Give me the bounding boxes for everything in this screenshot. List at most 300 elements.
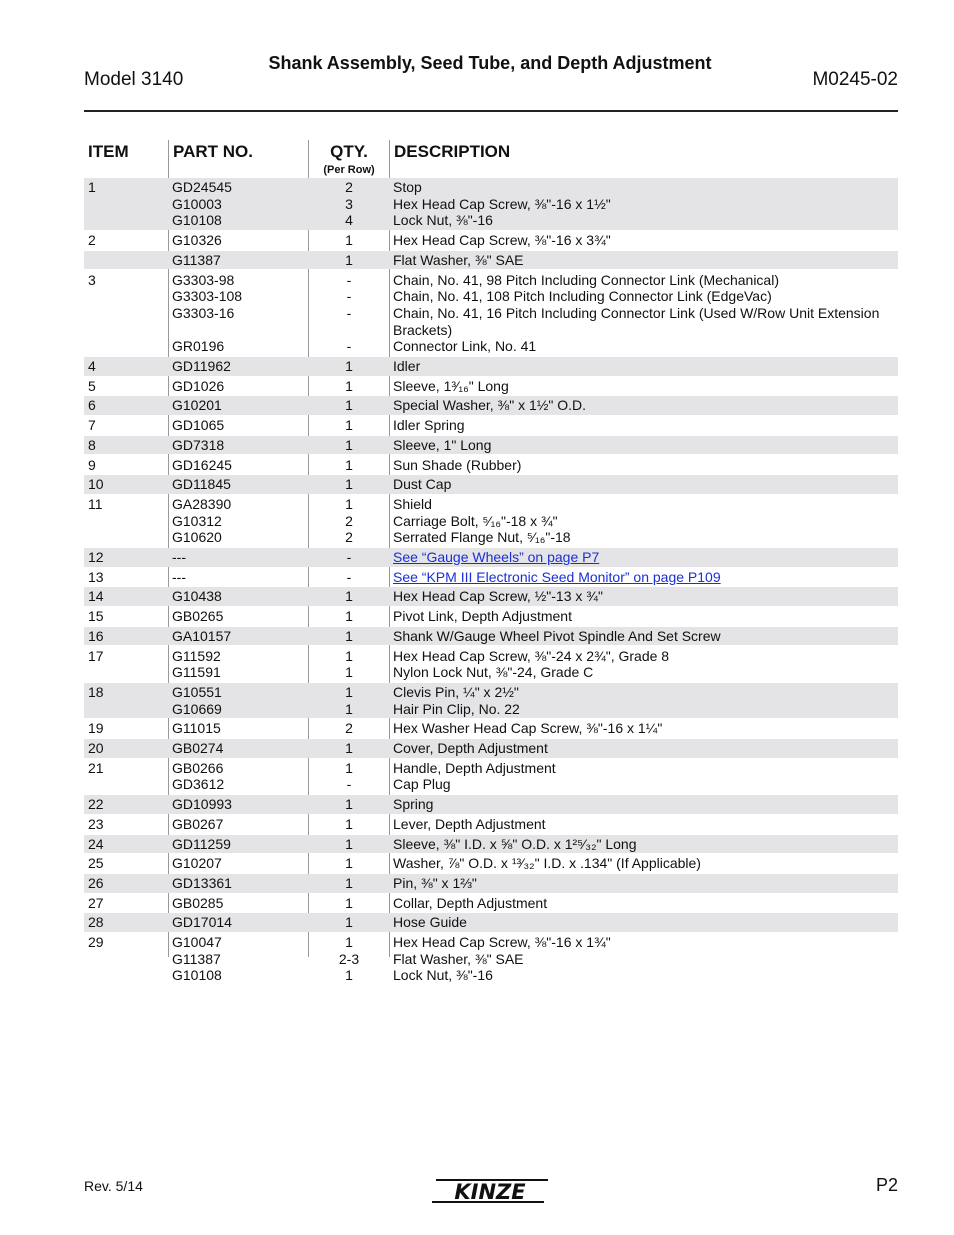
description-line: Connector Link, No. 41 bbox=[393, 338, 537, 355]
item-number: 18 bbox=[88, 683, 104, 700]
table-row bbox=[84, 568, 898, 587]
description-line: Chain, No. 41, 16 Pitch Including Connector Link (Used W/Row Unit Extension bbox=[393, 304, 880, 321]
description-line: Pivot Link, Depth Adjustment bbox=[393, 608, 572, 625]
quantity: 1 bbox=[345, 934, 353, 950]
table-row bbox=[84, 178, 898, 230]
description-line: Idler Spring bbox=[393, 417, 465, 434]
description-line: Hex Head Cap Screw, ⅜"-16 x 1½" bbox=[393, 195, 611, 212]
table-row bbox=[84, 719, 898, 738]
part-no-cell bbox=[172, 648, 306, 681]
table-row bbox=[84, 739, 898, 758]
part-no-cell bbox=[172, 608, 306, 625]
quantity: 1 bbox=[345, 377, 353, 394]
description-line: Chain, No. 41, 98 Pitch Including Connector Link (Mechanical) bbox=[393, 271, 779, 288]
item-cell bbox=[88, 272, 166, 289]
quantity: 1 bbox=[345, 358, 353, 374]
part-no-cell bbox=[172, 875, 306, 892]
qty-cell bbox=[308, 378, 390, 395]
quantity: 1 bbox=[345, 647, 353, 664]
part-number: GD11259 bbox=[172, 835, 231, 852]
part-no-cell bbox=[172, 855, 306, 872]
item-number: 8 bbox=[88, 436, 96, 453]
item-cell bbox=[88, 232, 166, 249]
description-line: Spring bbox=[393, 796, 434, 813]
part-number: --- bbox=[172, 549, 186, 565]
item-cell bbox=[88, 549, 166, 566]
part-no-cell bbox=[172, 549, 306, 566]
quantity bbox=[308, 322, 390, 339]
table-row bbox=[84, 815, 898, 834]
part-number: GD11845 bbox=[172, 476, 231, 493]
description-cell bbox=[393, 417, 898, 434]
part-no-cell bbox=[172, 417, 306, 434]
part-number: G11592 bbox=[172, 647, 221, 664]
item-cell bbox=[88, 720, 166, 737]
item-cell bbox=[88, 796, 166, 813]
part-no-cell bbox=[172, 179, 306, 229]
quantity: - bbox=[346, 549, 352, 565]
item-number: 11 bbox=[88, 495, 103, 512]
description-line: Handle, Depth Adjustment bbox=[393, 759, 556, 776]
table-row bbox=[84, 913, 898, 932]
item-number: 4 bbox=[88, 358, 96, 374]
item-number: 22 bbox=[88, 796, 104, 813]
part-number: G10620 bbox=[172, 529, 222, 546]
table-row bbox=[84, 436, 898, 455]
part-number: G10438 bbox=[172, 588, 222, 605]
item-number: 23 bbox=[88, 815, 104, 832]
description-cell bbox=[393, 628, 898, 645]
part-number: GB0266 bbox=[172, 759, 224, 776]
part-no-cell bbox=[172, 496, 306, 546]
part-number: G10207 bbox=[172, 855, 222, 872]
table-row bbox=[84, 231, 898, 250]
item-cell bbox=[88, 855, 166, 872]
description-line: Cap Plug bbox=[393, 776, 451, 793]
qty-cell bbox=[308, 855, 390, 872]
page-number: P2 bbox=[875, 1175, 898, 1195]
table-row bbox=[84, 587, 898, 606]
item-cell bbox=[88, 684, 166, 701]
item-number: 19 bbox=[88, 720, 104, 737]
qty-cell bbox=[308, 569, 390, 586]
part-number: GR0196 bbox=[172, 338, 225, 355]
cross-reference-link[interactable]: See “Gauge Wheels” on page P7 bbox=[393, 549, 600, 565]
qty-cell bbox=[308, 836, 390, 853]
item-number: 15 bbox=[88, 608, 104, 625]
qty-cell bbox=[308, 816, 390, 833]
table-row bbox=[84, 607, 898, 626]
description-line bbox=[393, 549, 898, 566]
item-cell bbox=[88, 740, 166, 757]
description-cell bbox=[393, 684, 898, 717]
quantity: 2 bbox=[345, 720, 353, 737]
description-line: Lock Nut, ⅜"-16 bbox=[393, 212, 493, 229]
quantity: 1 bbox=[345, 476, 353, 493]
quantity: - bbox=[346, 288, 352, 305]
description-line: Hair Pin Clip, No. 22 bbox=[393, 700, 520, 717]
table-row bbox=[84, 933, 898, 985]
part-number: --- bbox=[172, 568, 186, 585]
quantity: 1 bbox=[345, 796, 353, 813]
part-number: G10551 bbox=[172, 683, 222, 700]
quantity: 1 bbox=[345, 627, 353, 644]
description-line bbox=[393, 569, 898, 586]
qty-cell bbox=[308, 796, 390, 813]
table-row bbox=[84, 894, 898, 913]
table-row bbox=[84, 627, 898, 646]
qty-cell bbox=[308, 684, 390, 717]
part-no-cell bbox=[172, 232, 306, 249]
item-cell bbox=[88, 437, 166, 454]
item-cell bbox=[88, 934, 166, 951]
table-row bbox=[84, 874, 898, 893]
item-number: 20 bbox=[88, 740, 104, 756]
item-number: 28 bbox=[88, 914, 104, 931]
item-number: 13 bbox=[88, 568, 104, 585]
description-cell bbox=[393, 608, 898, 625]
quantity: 1 bbox=[345, 251, 353, 268]
description-cell bbox=[393, 895, 898, 912]
description-line: Sleeve, ⅜" I.D. x ⅝" O.D. x 1²⁵⁄₃₂" Long bbox=[393, 835, 637, 852]
description-cell bbox=[393, 875, 898, 892]
description-line: Serrated Flange Nut, ⁵⁄₁₆"-18 bbox=[393, 529, 571, 546]
part-number: GB0267 bbox=[172, 815, 224, 832]
part-number: GA10157 bbox=[172, 627, 232, 644]
table-row bbox=[84, 683, 898, 718]
qty-cell bbox=[308, 608, 390, 625]
item-number: 10 bbox=[88, 476, 104, 493]
description-cell bbox=[393, 179, 898, 229]
table-row bbox=[84, 377, 898, 396]
quantity: 4 bbox=[345, 212, 353, 229]
description-line: Hex Head Cap Screw, ⅜"-16 x 1¾" bbox=[393, 934, 611, 950]
description-line: Idler bbox=[393, 358, 421, 374]
item-number: 24 bbox=[88, 835, 104, 852]
item-number bbox=[88, 252, 166, 269]
quantity: 1 bbox=[345, 759, 353, 776]
item-number: 12 bbox=[88, 549, 104, 565]
part-number: GB0285 bbox=[172, 894, 224, 911]
qty-cell bbox=[308, 914, 390, 931]
item-number: 27 bbox=[88, 894, 104, 911]
description-line: Chain, No. 41, 108 Pitch Including Connector Link (EdgeVac) bbox=[393, 288, 772, 305]
table-row bbox=[84, 251, 898, 270]
part-number: G11387 bbox=[172, 950, 221, 967]
qty-cell bbox=[308, 549, 390, 566]
quantity: - bbox=[346, 271, 352, 288]
quantity: 2 bbox=[345, 179, 353, 195]
item-cell bbox=[88, 895, 166, 912]
description-line: Hex Head Cap Screw, ½"-13 x ¾" bbox=[393, 588, 603, 605]
qty-cell bbox=[308, 875, 390, 892]
quantity: 1 bbox=[345, 967, 353, 984]
part-no-cell bbox=[172, 760, 306, 793]
table-row bbox=[84, 456, 898, 475]
part-number: GD7318 bbox=[172, 436, 225, 453]
description-cell bbox=[393, 720, 898, 737]
qty-cell bbox=[308, 397, 390, 414]
part-number: GA28390 bbox=[172, 495, 232, 512]
qty-cell bbox=[308, 437, 390, 454]
description-cell bbox=[393, 378, 898, 395]
qty-cell bbox=[308, 648, 390, 681]
col-header-item: ITEM bbox=[88, 142, 129, 161]
item-cell bbox=[88, 875, 166, 892]
quantity: 1 bbox=[345, 835, 353, 852]
description-cell bbox=[393, 796, 898, 813]
item-cell bbox=[88, 496, 166, 513]
quantity: 2-3 bbox=[338, 950, 360, 967]
quantity: 1 bbox=[345, 232, 353, 249]
description-cell bbox=[393, 855, 898, 872]
quantity: 1 bbox=[345, 894, 353, 911]
table-row bbox=[84, 647, 898, 682]
qty-cell bbox=[308, 588, 390, 605]
quantity: 1 bbox=[345, 914, 353, 931]
part-no-cell bbox=[172, 358, 306, 375]
item-cell bbox=[88, 648, 166, 665]
item-number: 2 bbox=[88, 232, 96, 249]
description-line: Cover, Depth Adjustment bbox=[393, 740, 548, 756]
quantity: 3 bbox=[345, 195, 353, 212]
quantity: - bbox=[346, 776, 352, 793]
logo-text: KINZE bbox=[454, 1180, 526, 1204]
part-no-cell bbox=[172, 720, 306, 737]
qty-cell bbox=[308, 252, 390, 269]
part-number: GD1026 bbox=[172, 377, 225, 394]
qty-cell bbox=[308, 720, 390, 737]
qty-cell bbox=[308, 179, 390, 229]
description-line: Hex Head Cap Screw, ⅜"-16 x 3¾" bbox=[393, 232, 611, 249]
description-cell bbox=[393, 397, 898, 414]
page-title: Shank Assembly, Seed Tube, and Depth Adjustment bbox=[268, 53, 712, 73]
qty-per-row-label: (Per Row) bbox=[323, 164, 375, 176]
part-number: G3303-16 bbox=[172, 304, 235, 321]
qty-cell bbox=[308, 272, 390, 355]
description-line: Brackets) bbox=[393, 321, 453, 338]
item-number: 26 bbox=[88, 874, 104, 891]
description-cell bbox=[393, 358, 898, 375]
item-number: 17 bbox=[88, 647, 104, 664]
part-number: G10312 bbox=[172, 512, 222, 529]
part-no-cell bbox=[172, 569, 306, 586]
part-number: G10003 bbox=[172, 195, 222, 212]
description-cell bbox=[393, 648, 898, 681]
qty-label: QTY. bbox=[330, 142, 368, 161]
col-header-part-no: PART NO. bbox=[173, 142, 253, 161]
qty-cell bbox=[308, 934, 390, 984]
model-label: Model 3140 bbox=[84, 69, 184, 90]
qty-cell bbox=[308, 895, 390, 912]
item-cell bbox=[88, 836, 166, 853]
description-line: Washer, ⅞" O.D. x ¹³⁄₃₂" I.D. x .134" (If Applicable) bbox=[393, 855, 701, 872]
item-number: 1 bbox=[88, 179, 96, 195]
quantity: 1 bbox=[345, 588, 353, 605]
description-line: Nylon Lock Nut, ⅜"-24, Grade C bbox=[393, 664, 594, 681]
description-cell bbox=[393, 740, 898, 757]
quantity: 1 bbox=[345, 436, 353, 453]
part-number: GD24545 bbox=[172, 179, 232, 195]
part-no-cell bbox=[172, 252, 306, 269]
part-number: GD16245 bbox=[172, 456, 232, 473]
description-line: Hex Washer Head Cap Screw, ⅜"-16 x 1¼" bbox=[393, 720, 663, 737]
part-no-cell bbox=[172, 378, 306, 395]
qty-cell bbox=[308, 628, 390, 645]
part-no-cell bbox=[172, 457, 306, 474]
part-no-cell bbox=[172, 397, 306, 414]
qty-cell bbox=[308, 496, 390, 546]
quantity: - bbox=[346, 338, 352, 355]
item-cell bbox=[88, 588, 166, 605]
item-number: 16 bbox=[88, 627, 104, 644]
part-number: G11015 bbox=[172, 720, 221, 737]
item-cell bbox=[88, 476, 166, 493]
part-number: GD3612 bbox=[172, 776, 225, 793]
table-row bbox=[84, 396, 898, 415]
part-number: G11387 bbox=[172, 251, 221, 268]
part-number: GB0265 bbox=[172, 608, 224, 625]
description-cell bbox=[393, 476, 898, 493]
quantity: 1 bbox=[345, 855, 353, 872]
item-cell bbox=[88, 608, 166, 625]
description-cell bbox=[393, 914, 898, 931]
description-cell bbox=[393, 588, 898, 605]
description-cell bbox=[393, 457, 898, 474]
qty-cell bbox=[308, 740, 390, 757]
part-no-cell bbox=[172, 836, 306, 853]
description-cell bbox=[393, 437, 898, 454]
description-cell bbox=[393, 252, 898, 269]
table-row bbox=[84, 759, 898, 794]
table-row bbox=[84, 835, 898, 854]
item-cell bbox=[88, 628, 166, 645]
description-cell bbox=[393, 816, 898, 833]
qty-cell bbox=[308, 457, 390, 474]
item-number: 5 bbox=[88, 377, 96, 394]
part-number: G10669 bbox=[172, 700, 222, 717]
description-line: Carriage Bolt, ⁵⁄₁₆"-18 x ¾" bbox=[393, 512, 558, 529]
description-cell bbox=[393, 934, 898, 984]
description-line: Sleeve, 1" Long bbox=[393, 436, 492, 453]
part-no-cell bbox=[172, 914, 306, 931]
part-no-cell bbox=[172, 816, 306, 833]
quantity: 1 bbox=[345, 417, 353, 434]
item-cell bbox=[88, 569, 166, 586]
qty-cell bbox=[308, 417, 390, 434]
description-line: Shield bbox=[393, 495, 432, 512]
part-no-cell bbox=[172, 934, 306, 984]
description-line: Special Washer, ⅜" x 1½" O.D. bbox=[393, 397, 587, 414]
part-no-cell bbox=[172, 476, 306, 493]
item-number: 21 bbox=[88, 759, 104, 776]
item-number: 14 bbox=[88, 588, 104, 605]
part-no-cell bbox=[172, 437, 306, 454]
item-cell bbox=[88, 397, 166, 414]
description-line: Sun Shade (Rubber) bbox=[393, 456, 522, 473]
quantity: 1 bbox=[345, 608, 353, 625]
header-rule bbox=[84, 110, 898, 112]
description-cell bbox=[393, 760, 898, 793]
part-no-cell bbox=[172, 740, 306, 757]
part-number: G10108 bbox=[172, 967, 222, 984]
description-cell bbox=[393, 569, 898, 586]
quantity: 1 bbox=[345, 495, 353, 512]
qty-cell bbox=[308, 476, 390, 493]
item-number: 7 bbox=[88, 417, 96, 434]
part-number: GD11962 bbox=[172, 358, 231, 374]
part-no-cell bbox=[172, 588, 306, 605]
description-cell bbox=[393, 272, 898, 355]
item-cell bbox=[88, 358, 166, 375]
item-number: 25 bbox=[88, 855, 104, 872]
table-row bbox=[84, 357, 898, 376]
table-row bbox=[84, 416, 898, 435]
table-row bbox=[84, 475, 898, 494]
part-number: G3303-98 bbox=[172, 271, 235, 288]
part-no-cell bbox=[172, 272, 306, 355]
description-line: Clevis Pin, ¼" x 2½" bbox=[393, 683, 519, 700]
quantity: 1 bbox=[345, 664, 353, 681]
item-cell bbox=[88, 457, 166, 474]
description-line: Collar, Depth Adjustment bbox=[393, 894, 548, 911]
item-cell bbox=[88, 914, 166, 931]
description-cell bbox=[393, 549, 898, 566]
quantity: 1 bbox=[345, 683, 353, 700]
quantity: 1 bbox=[345, 874, 353, 891]
qty-cell bbox=[308, 232, 390, 249]
part-number: GD1065 bbox=[172, 417, 225, 434]
item-cell bbox=[88, 179, 166, 196]
item-cell bbox=[88, 417, 166, 434]
part-no-cell bbox=[172, 684, 306, 717]
description-line: Flat Washer, ⅜" SAE bbox=[393, 950, 524, 967]
item-cell bbox=[88, 816, 166, 833]
description-line: Shank W/Gauge Wheel Pivot Spindle And Set Screw bbox=[393, 627, 721, 644]
part-number: G3303-108 bbox=[172, 288, 243, 305]
part-number bbox=[172, 322, 306, 339]
description-cell bbox=[393, 836, 898, 853]
description-line: Flat Washer, ⅜" SAE bbox=[393, 251, 524, 268]
part-number: G10201 bbox=[172, 397, 222, 414]
part-no-cell bbox=[172, 628, 306, 645]
part-number: GD10993 bbox=[172, 796, 232, 813]
item-number: 3 bbox=[88, 271, 96, 288]
item-cell bbox=[88, 760, 166, 777]
document-code: M0245-02 bbox=[812, 69, 898, 90]
description-cell bbox=[393, 232, 898, 249]
revision-label: Rev. 5/14 bbox=[84, 1178, 143, 1194]
description-line: Sleeve, 1³⁄₁₆" Long bbox=[393, 377, 509, 394]
table-row bbox=[84, 548, 898, 567]
table-row bbox=[84, 854, 898, 873]
cross-reference-link[interactable]: See “KPM III Electronic Seed Monitor” on page P109 bbox=[393, 568, 721, 585]
item-number: 29 bbox=[88, 934, 104, 950]
description-line: Dust Cap bbox=[393, 476, 452, 493]
quantity: 2 bbox=[345, 512, 353, 529]
kinze-logo bbox=[430, 1176, 550, 1206]
item-cell bbox=[88, 252, 166, 269]
quantity: 2 bbox=[345, 529, 353, 546]
description-line: Stop bbox=[393, 179, 422, 195]
description-line: Lever, Depth Adjustment bbox=[393, 815, 546, 832]
part-number: G10326 bbox=[172, 232, 222, 249]
qty-cell bbox=[308, 358, 390, 375]
table-row bbox=[84, 795, 898, 814]
part-number: GD13361 bbox=[172, 874, 232, 891]
description-line: Pin, ⅜" x 1⅔" bbox=[393, 874, 477, 891]
part-number: GD17014 bbox=[172, 914, 232, 931]
